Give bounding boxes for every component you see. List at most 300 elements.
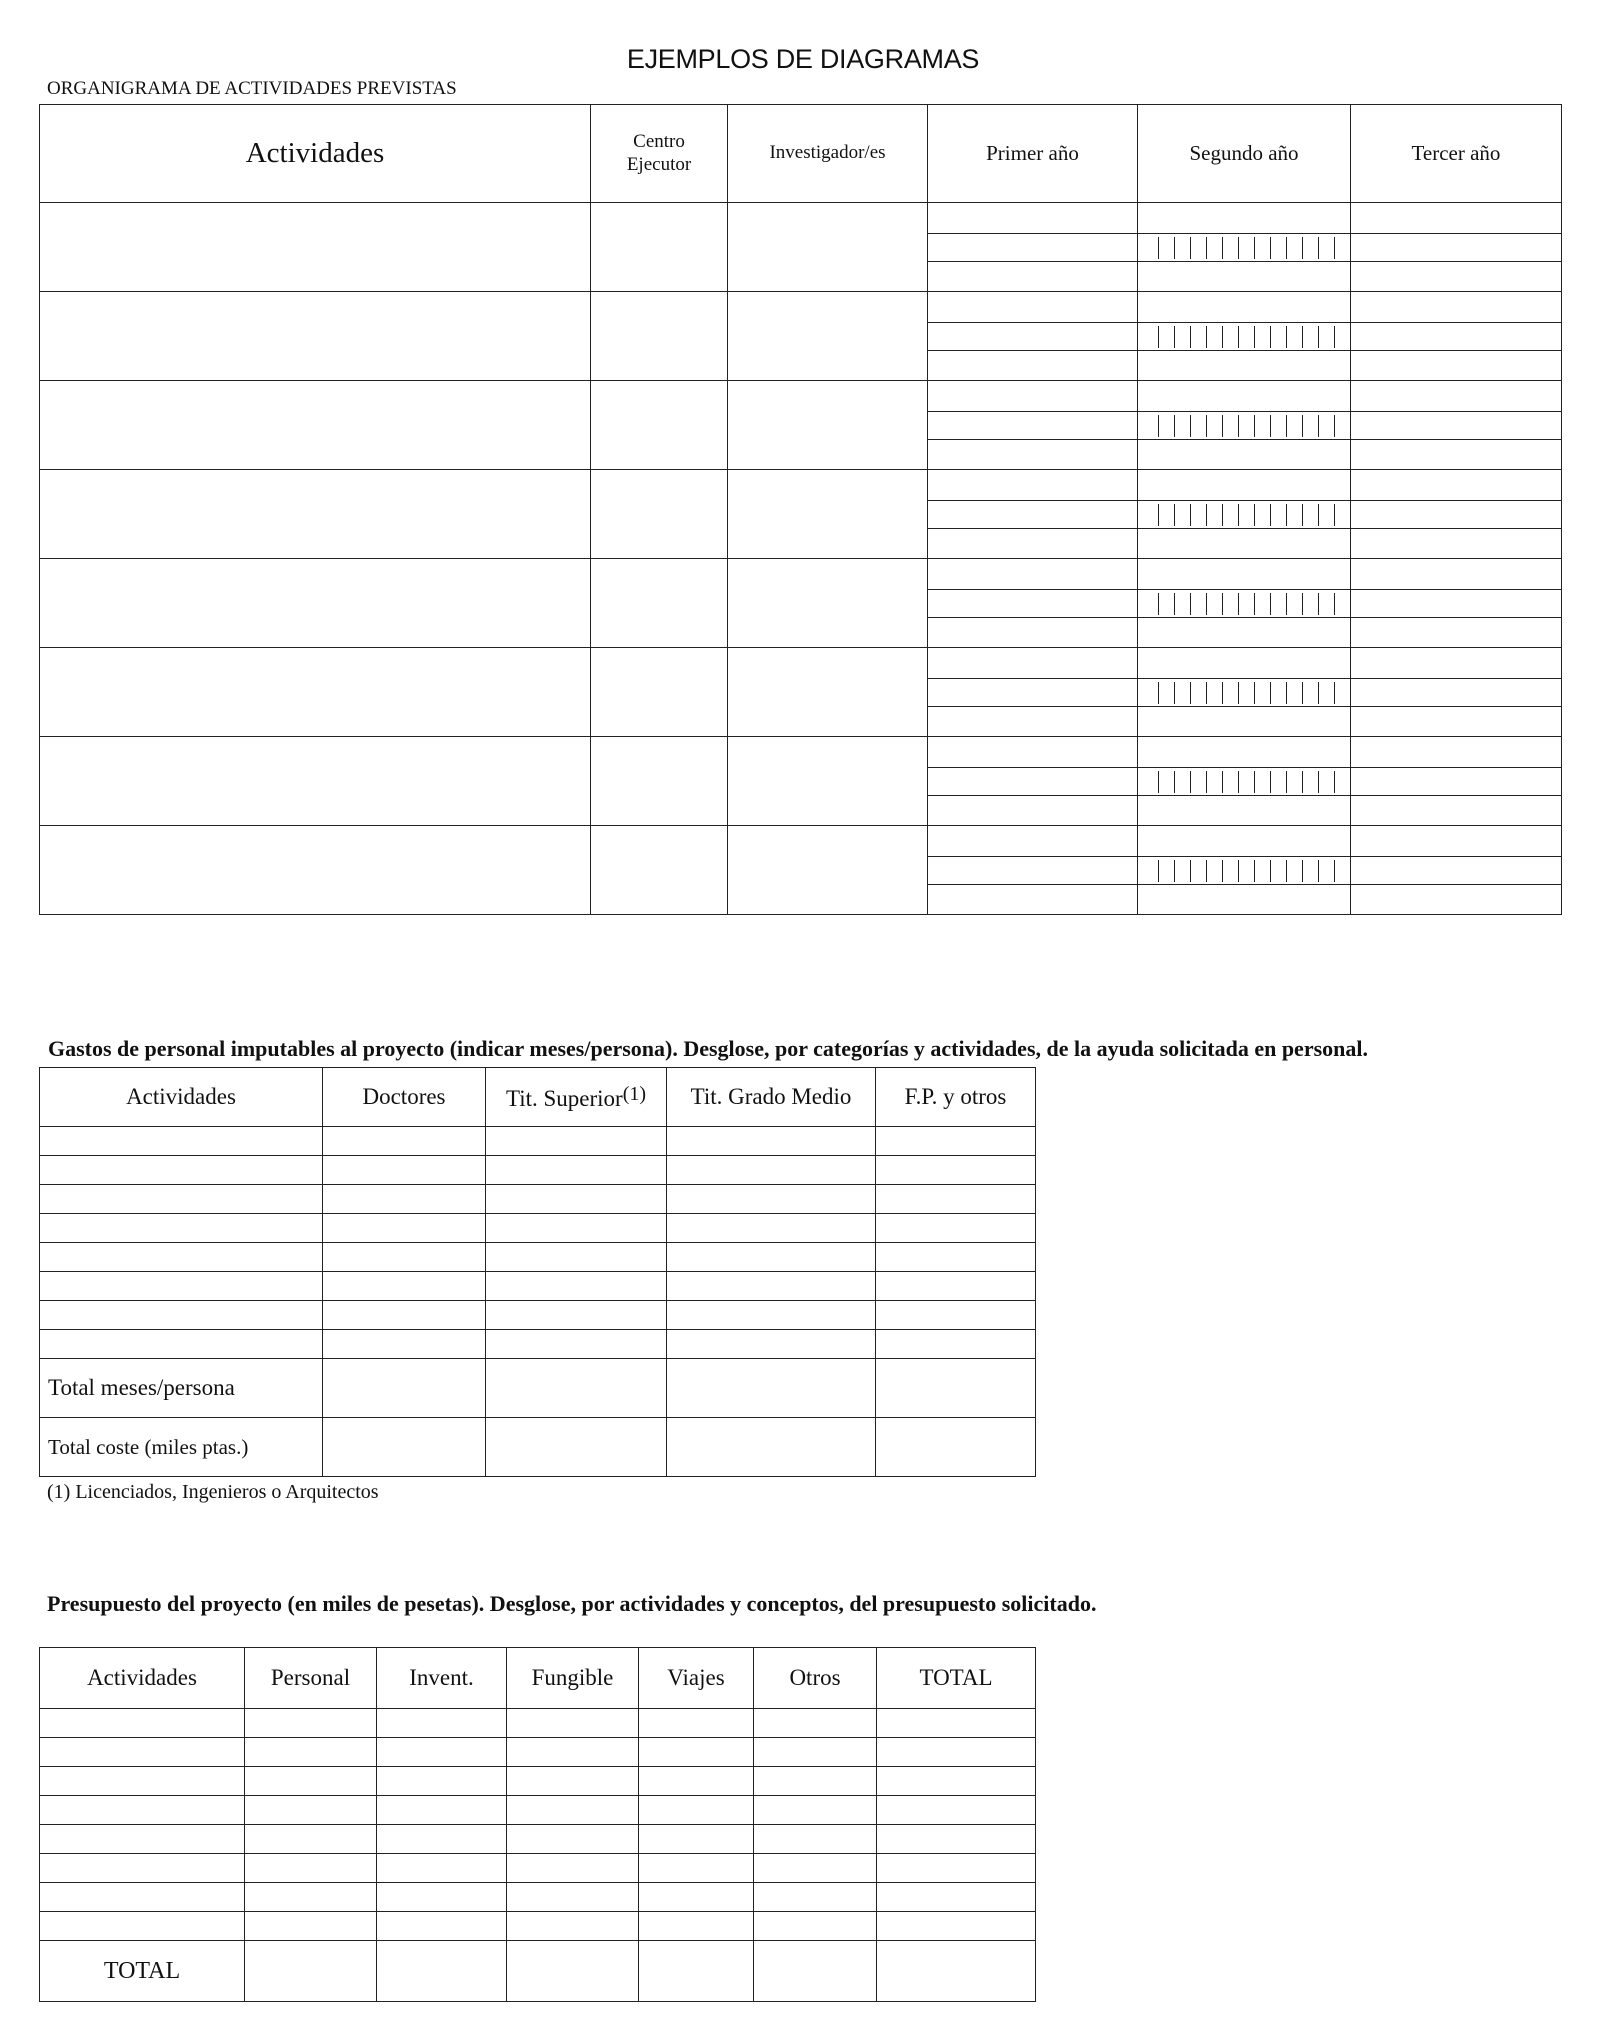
total-months-cell[interactable] bbox=[876, 1359, 1036, 1418]
month-tick bbox=[1206, 237, 1207, 259]
presupuesto-cell[interactable] bbox=[245, 1825, 377, 1854]
month-tick bbox=[1190, 415, 1191, 437]
month-tick bbox=[1286, 682, 1287, 704]
gastos-row bbox=[40, 1301, 1036, 1330]
month-tick bbox=[1238, 860, 1239, 882]
presupuesto-table bbox=[39, 1647, 1036, 2002]
presupuesto-cell[interactable] bbox=[877, 1854, 1036, 1883]
year-timeline-cell[interactable] bbox=[1138, 737, 1351, 826]
investigator-cell[interactable] bbox=[728, 559, 928, 648]
gastos-cell[interactable] bbox=[40, 1156, 323, 1185]
month-ticks bbox=[1138, 233, 1350, 261]
gastos-cell[interactable] bbox=[40, 1330, 323, 1359]
presupuesto-cell[interactable] bbox=[639, 1854, 754, 1883]
presupuesto-cell[interactable] bbox=[639, 1738, 754, 1767]
presupuesto-cell[interactable] bbox=[377, 1825, 507, 1854]
gastos-cell[interactable] bbox=[486, 1301, 667, 1330]
year-timeline-cell[interactable] bbox=[1138, 826, 1351, 915]
month-tick bbox=[1318, 860, 1319, 882]
presupuesto-cell[interactable] bbox=[377, 1709, 507, 1738]
gastos-cell[interactable] bbox=[323, 1243, 486, 1272]
month-tick bbox=[1286, 237, 1287, 259]
year-timeline-cell[interactable] bbox=[928, 203, 1138, 292]
presupuesto-cell[interactable] bbox=[40, 1912, 245, 1941]
header-year-2: Segundo año bbox=[1138, 105, 1351, 203]
timeline-rule bbox=[1351, 884, 1561, 885]
presupuesto-cell[interactable] bbox=[754, 1854, 877, 1883]
total-months-cell[interactable] bbox=[667, 1359, 876, 1418]
month-tick bbox=[1286, 593, 1287, 615]
centro-cell[interactable] bbox=[591, 648, 728, 737]
gastos-cell[interactable] bbox=[40, 1127, 323, 1156]
year-timeline-cell[interactable] bbox=[1138, 559, 1351, 648]
gastos-cell[interactable] bbox=[667, 1185, 876, 1214]
timeline-rule bbox=[1351, 795, 1561, 796]
total-cost-cell[interactable] bbox=[323, 1418, 486, 1477]
month-tick bbox=[1254, 237, 1255, 259]
presu-total-cell[interactable] bbox=[639, 1941, 754, 2002]
presupuesto-cell[interactable] bbox=[377, 1912, 507, 1941]
gastos-row bbox=[40, 1185, 1036, 1214]
presu-header-activities: Actividades bbox=[40, 1648, 245, 1709]
gastos-cell[interactable] bbox=[667, 1156, 876, 1185]
gastos-row bbox=[40, 1272, 1036, 1301]
gastos-cell[interactable] bbox=[40, 1272, 323, 1301]
presupuesto-cell[interactable] bbox=[40, 1883, 245, 1912]
presupuesto-cell[interactable] bbox=[377, 1883, 507, 1912]
gastos-cell[interactable] bbox=[876, 1272, 1036, 1301]
activity-cell[interactable] bbox=[40, 737, 591, 826]
month-tick bbox=[1318, 771, 1319, 793]
presu-header-fungible: Fungible bbox=[507, 1648, 639, 1709]
presupuesto-cell[interactable] bbox=[754, 1738, 877, 1767]
month-tick bbox=[1174, 415, 1175, 437]
month-ticks bbox=[1138, 767, 1350, 795]
presu-total-cell[interactable] bbox=[507, 1941, 639, 2002]
month-tick bbox=[1302, 860, 1303, 882]
year-timeline-cell[interactable] bbox=[1138, 470, 1351, 559]
presupuesto-cell[interactable] bbox=[507, 1854, 639, 1883]
timeline-rule bbox=[928, 528, 1137, 529]
year-timeline-cell[interactable] bbox=[928, 826, 1138, 915]
month-tick bbox=[1270, 504, 1271, 526]
month-tick bbox=[1238, 593, 1239, 615]
total-months-cell[interactable] bbox=[323, 1359, 486, 1418]
month-ticks bbox=[1351, 856, 1561, 884]
month-tick bbox=[1270, 860, 1271, 882]
activity-cell[interactable] bbox=[40, 292, 591, 381]
presupuesto-cell[interactable] bbox=[40, 1825, 245, 1854]
month-tick bbox=[1174, 682, 1175, 704]
timeline-rule bbox=[1138, 617, 1350, 618]
month-ticks bbox=[928, 678, 1137, 706]
total-cost-cell[interactable] bbox=[667, 1418, 876, 1477]
timeline-rule bbox=[1351, 617, 1561, 618]
month-tick bbox=[1206, 415, 1207, 437]
investigator-cell[interactable] bbox=[728, 470, 928, 559]
gastos-cell[interactable] bbox=[667, 1127, 876, 1156]
year-timeline-cell[interactable] bbox=[1351, 737, 1562, 826]
year-timeline-cell[interactable] bbox=[1138, 381, 1351, 470]
gastos-cell[interactable] bbox=[876, 1185, 1036, 1214]
timeline-rule bbox=[1138, 706, 1350, 707]
presupuesto-cell[interactable] bbox=[245, 1796, 377, 1825]
gastos-cell[interactable] bbox=[323, 1330, 486, 1359]
month-tick bbox=[1190, 504, 1191, 526]
timeline-rule bbox=[1351, 350, 1561, 351]
month-ticks bbox=[928, 411, 1137, 439]
year-timeline-cell[interactable] bbox=[1351, 648, 1562, 737]
activity-cell[interactable] bbox=[40, 470, 591, 559]
month-tick bbox=[1254, 504, 1255, 526]
month-tick bbox=[1174, 771, 1175, 793]
month-tick bbox=[1206, 860, 1207, 882]
presupuesto-cell[interactable] bbox=[245, 1912, 377, 1941]
presupuesto-cell[interactable] bbox=[507, 1883, 639, 1912]
year-timeline-cell[interactable] bbox=[1351, 559, 1562, 648]
presupuesto-cell[interactable] bbox=[754, 1912, 877, 1941]
month-ticks bbox=[928, 589, 1137, 617]
presu-total-label: TOTAL bbox=[40, 1941, 245, 2002]
presupuesto-cell[interactable] bbox=[245, 1709, 377, 1738]
gastos-total-months-row bbox=[40, 1359, 1036, 1418]
gastos-row bbox=[40, 1243, 1036, 1272]
presupuesto-cell[interactable] bbox=[754, 1883, 877, 1912]
month-tick bbox=[1190, 593, 1191, 615]
gastos-cell[interactable] bbox=[486, 1127, 667, 1156]
month-tick bbox=[1190, 682, 1191, 704]
presupuesto-total-row bbox=[40, 1941, 1036, 2002]
month-tick bbox=[1334, 415, 1335, 437]
gastos-cell[interactable] bbox=[40, 1301, 323, 1330]
gastos-cell[interactable] bbox=[323, 1185, 486, 1214]
presupuesto-row bbox=[40, 1912, 1036, 1941]
gastos-header-tit-grado-medio: Tit. Grado Medio bbox=[667, 1068, 876, 1127]
gastos-cell[interactable] bbox=[667, 1272, 876, 1301]
presupuesto-row bbox=[40, 1709, 1036, 1738]
month-tick bbox=[1334, 326, 1335, 348]
month-tick bbox=[1270, 682, 1271, 704]
activity-cell[interactable] bbox=[40, 826, 591, 915]
month-tick bbox=[1222, 415, 1223, 437]
timeline-rule bbox=[1138, 350, 1350, 351]
presupuesto-cell[interactable] bbox=[507, 1767, 639, 1796]
presupuesto-cell[interactable] bbox=[507, 1796, 639, 1825]
month-tick bbox=[1318, 593, 1319, 615]
presupuesto-cell[interactable] bbox=[507, 1825, 639, 1854]
gastos-cell[interactable] bbox=[876, 1243, 1036, 1272]
month-tick bbox=[1238, 682, 1239, 704]
timeline-rule bbox=[1138, 439, 1350, 440]
gastos-cell[interactable] bbox=[667, 1301, 876, 1330]
month-tick bbox=[1206, 593, 1207, 615]
gastos-cell[interactable] bbox=[323, 1301, 486, 1330]
activity-cell[interactable] bbox=[40, 648, 591, 737]
presu-total-cell[interactable] bbox=[754, 1941, 877, 2002]
presupuesto-cell[interactable] bbox=[754, 1796, 877, 1825]
month-tick bbox=[1206, 504, 1207, 526]
gastos-cell[interactable] bbox=[876, 1301, 1036, 1330]
month-tick bbox=[1318, 415, 1319, 437]
total-cost-label: Total coste (miles ptas.) bbox=[40, 1418, 323, 1477]
presupuesto-cell[interactable] bbox=[639, 1883, 754, 1912]
month-tick bbox=[1174, 860, 1175, 882]
month-tick bbox=[1158, 593, 1159, 615]
presupuesto-cell[interactable] bbox=[639, 1796, 754, 1825]
gastos-cell[interactable] bbox=[667, 1243, 876, 1272]
presu-total-cell[interactable] bbox=[877, 1941, 1036, 2002]
investigator-cell[interactable] bbox=[728, 648, 928, 737]
month-tick bbox=[1174, 326, 1175, 348]
presupuesto-row bbox=[40, 1738, 1036, 1767]
month-tick bbox=[1206, 326, 1207, 348]
gastos-total-cost-row bbox=[40, 1418, 1036, 1477]
month-tick bbox=[1222, 326, 1223, 348]
gastos-cell[interactable] bbox=[486, 1272, 667, 1301]
month-tick bbox=[1286, 860, 1287, 882]
header-centro-ejecutor bbox=[591, 105, 728, 203]
month-tick bbox=[1302, 771, 1303, 793]
year-timeline-cell[interactable] bbox=[1138, 648, 1351, 737]
investigator-cell[interactable] bbox=[728, 826, 928, 915]
month-tick bbox=[1334, 504, 1335, 526]
presupuesto-cell[interactable] bbox=[40, 1767, 245, 1796]
centro-cell[interactable] bbox=[591, 381, 728, 470]
presupuesto-cell[interactable] bbox=[877, 1796, 1036, 1825]
year-timeline-cell[interactable] bbox=[1351, 470, 1562, 559]
centro-cell[interactable] bbox=[591, 826, 728, 915]
month-tick bbox=[1318, 326, 1319, 348]
gastos-cell[interactable] bbox=[486, 1156, 667, 1185]
gastos-cell[interactable] bbox=[876, 1127, 1036, 1156]
month-tick bbox=[1190, 771, 1191, 793]
year-timeline-cell[interactable] bbox=[1351, 381, 1562, 470]
presupuesto-cell[interactable] bbox=[377, 1854, 507, 1883]
investigator-cell[interactable] bbox=[728, 203, 928, 292]
org-chart-row bbox=[40, 470, 1562, 559]
year-timeline-cell[interactable] bbox=[928, 648, 1138, 737]
month-tick bbox=[1254, 860, 1255, 882]
month-ticks bbox=[928, 322, 1137, 350]
year-timeline-cell[interactable] bbox=[1138, 292, 1351, 381]
header-year-1: Primer año bbox=[928, 105, 1138, 203]
presupuesto-cell[interactable] bbox=[507, 1912, 639, 1941]
presu-header-viajes: Viajes bbox=[639, 1648, 754, 1709]
total-cost-cell[interactable] bbox=[486, 1418, 667, 1477]
presupuesto-cell[interactable] bbox=[40, 1854, 245, 1883]
month-tick bbox=[1270, 593, 1271, 615]
header-investigators: Investigador/es bbox=[728, 105, 928, 203]
gastos-cell[interactable] bbox=[667, 1330, 876, 1359]
month-tick bbox=[1158, 682, 1159, 704]
gastos-cell[interactable] bbox=[486, 1214, 667, 1243]
gastos-cell[interactable] bbox=[667, 1214, 876, 1243]
gastos-cell[interactable] bbox=[323, 1127, 486, 1156]
year-timeline-cell[interactable] bbox=[1351, 203, 1562, 292]
presupuesto-header-row bbox=[40, 1648, 1036, 1709]
centro-cell[interactable] bbox=[591, 292, 728, 381]
presupuesto-cell[interactable] bbox=[639, 1767, 754, 1796]
month-tick bbox=[1222, 771, 1223, 793]
presupuesto-cell[interactable] bbox=[877, 1912, 1036, 1941]
month-ticks bbox=[928, 767, 1137, 795]
presupuesto-row bbox=[40, 1854, 1036, 1883]
gastos-row bbox=[40, 1330, 1036, 1359]
presupuesto-cell[interactable] bbox=[639, 1912, 754, 1941]
gastos-cell[interactable] bbox=[40, 1243, 323, 1272]
presupuesto-cell[interactable] bbox=[40, 1738, 245, 1767]
presupuesto-cell[interactable] bbox=[377, 1796, 507, 1825]
month-tick bbox=[1158, 326, 1159, 348]
activity-cell[interactable] bbox=[40, 203, 591, 292]
presupuesto-cell[interactable] bbox=[245, 1738, 377, 1767]
activity-cell[interactable] bbox=[40, 559, 591, 648]
investigator-cell[interactable] bbox=[728, 737, 928, 826]
month-tick bbox=[1302, 504, 1303, 526]
month-tick bbox=[1302, 326, 1303, 348]
year-timeline-cell[interactable] bbox=[1138, 203, 1351, 292]
total-months-label: Total meses/persona bbox=[40, 1359, 323, 1418]
centro-cell[interactable] bbox=[591, 470, 728, 559]
month-tick bbox=[1286, 504, 1287, 526]
gastos-cell[interactable] bbox=[323, 1156, 486, 1185]
month-tick bbox=[1222, 237, 1223, 259]
gastos-cell[interactable] bbox=[876, 1156, 1036, 1185]
timeline-rule bbox=[1351, 439, 1561, 440]
month-tick bbox=[1254, 415, 1255, 437]
presupuesto-cell[interactable] bbox=[639, 1825, 754, 1854]
month-tick bbox=[1254, 682, 1255, 704]
tit-superior-label: Tit. Superior bbox=[505, 1085, 623, 1111]
month-ticks bbox=[1138, 589, 1350, 617]
timeline-rule bbox=[1138, 528, 1350, 529]
org-chart-row bbox=[40, 826, 1562, 915]
activity-cell[interactable] bbox=[40, 381, 591, 470]
total-cost-cell[interactable] bbox=[876, 1418, 1036, 1477]
presupuesto-cell[interactable] bbox=[639, 1709, 754, 1738]
year-timeline-cell[interactable] bbox=[928, 381, 1138, 470]
month-tick bbox=[1302, 415, 1303, 437]
year-timeline-cell[interactable] bbox=[928, 559, 1138, 648]
month-ticks bbox=[1138, 678, 1350, 706]
org-chart-row bbox=[40, 737, 1562, 826]
month-ticks bbox=[1138, 411, 1350, 439]
presupuesto-cell[interactable] bbox=[754, 1825, 877, 1854]
header-year-3: Tercer año bbox=[1351, 105, 1562, 203]
presupuesto-row bbox=[40, 1825, 1036, 1854]
month-ticks bbox=[1351, 767, 1561, 795]
presupuesto-cell[interactable] bbox=[507, 1709, 639, 1738]
presupuesto-cell[interactable] bbox=[877, 1767, 1036, 1796]
month-tick bbox=[1238, 415, 1239, 437]
month-ticks bbox=[1138, 856, 1350, 884]
gastos-cell[interactable] bbox=[486, 1185, 667, 1214]
presupuesto-row bbox=[40, 1767, 1036, 1796]
month-tick bbox=[1334, 237, 1335, 259]
presupuesto-cell[interactable] bbox=[754, 1767, 877, 1796]
month-tick bbox=[1174, 504, 1175, 526]
month-tick bbox=[1270, 237, 1271, 259]
org-chart-table bbox=[39, 104, 1562, 915]
gastos-cell[interactable] bbox=[876, 1214, 1036, 1243]
month-tick bbox=[1174, 593, 1175, 615]
year-timeline-cell[interactable] bbox=[928, 470, 1138, 559]
month-tick bbox=[1318, 682, 1319, 704]
presupuesto-cell[interactable] bbox=[40, 1709, 245, 1738]
presupuesto-cell[interactable] bbox=[245, 1854, 377, 1883]
year-timeline-cell[interactable] bbox=[1351, 292, 1562, 381]
month-tick bbox=[1174, 237, 1175, 259]
gastos-header-activities: Actividades bbox=[40, 1068, 323, 1127]
timeline-rule bbox=[1351, 706, 1561, 707]
year-timeline-cell[interactable] bbox=[1351, 826, 1562, 915]
gastos-cell[interactable] bbox=[40, 1185, 323, 1214]
timeline-rule bbox=[928, 350, 1137, 351]
presupuesto-cell[interactable] bbox=[877, 1709, 1036, 1738]
gastos-row bbox=[40, 1214, 1036, 1243]
presupuesto-cell[interactable] bbox=[377, 1738, 507, 1767]
timeline-rule bbox=[928, 706, 1137, 707]
month-tick bbox=[1254, 326, 1255, 348]
gastos-header-tit-superior bbox=[486, 1068, 667, 1127]
gastos-cell[interactable] bbox=[486, 1330, 667, 1359]
month-tick bbox=[1302, 593, 1303, 615]
timeline-rule bbox=[1138, 261, 1350, 262]
org-chart-row bbox=[40, 559, 1562, 648]
gastos-cell[interactable] bbox=[323, 1214, 486, 1243]
investigator-cell[interactable] bbox=[728, 381, 928, 470]
presupuesto-cell[interactable] bbox=[40, 1796, 245, 1825]
month-tick bbox=[1286, 771, 1287, 793]
month-ticks bbox=[928, 500, 1137, 528]
investigator-cell[interactable] bbox=[728, 292, 928, 381]
presupuesto-cell[interactable] bbox=[377, 1767, 507, 1796]
month-tick bbox=[1334, 593, 1335, 615]
presupuesto-cell[interactable] bbox=[245, 1883, 377, 1912]
month-tick bbox=[1222, 860, 1223, 882]
presupuesto-cell[interactable] bbox=[877, 1738, 1036, 1767]
gastos-cell[interactable] bbox=[876, 1330, 1036, 1359]
year-timeline-cell[interactable] bbox=[928, 292, 1138, 381]
centro-cell[interactable] bbox=[591, 203, 728, 292]
year-timeline-cell[interactable] bbox=[928, 737, 1138, 826]
gastos-cell[interactable] bbox=[486, 1243, 667, 1272]
presupuesto-cell[interactable] bbox=[877, 1883, 1036, 1912]
presupuesto-heading: Presupuesto del proyecto (en miles de pesetas). Desglose, por actividades y conceptos, del presupuesto solicitado. bbox=[47, 1591, 1097, 1616]
total-months-cell[interactable] bbox=[486, 1359, 667, 1418]
header-centro-line2: Ejecutor bbox=[626, 153, 692, 175]
timeline-rule bbox=[928, 261, 1137, 262]
presu-total-cell[interactable] bbox=[245, 1941, 377, 2002]
centro-cell[interactable] bbox=[591, 737, 728, 826]
presu-header-invent: Invent. bbox=[377, 1648, 507, 1709]
month-ticks bbox=[1351, 678, 1561, 706]
centro-cell[interactable] bbox=[591, 559, 728, 648]
presupuesto-cell[interactable] bbox=[877, 1825, 1036, 1854]
gastos-cell[interactable] bbox=[323, 1272, 486, 1301]
gastos-header-doctores: Doctores bbox=[323, 1068, 486, 1127]
presupuesto-cell[interactable] bbox=[245, 1767, 377, 1796]
gastos-cell[interactable] bbox=[40, 1214, 323, 1243]
month-ticks bbox=[1351, 411, 1561, 439]
month-tick bbox=[1190, 326, 1191, 348]
month-tick bbox=[1190, 860, 1191, 882]
presupuesto-cell[interactable] bbox=[754, 1709, 877, 1738]
presu-total-cell[interactable] bbox=[377, 1941, 507, 2002]
presupuesto-cell[interactable] bbox=[507, 1738, 639, 1767]
gastos-heading: Gastos de personal imputables al proyecto (indicar meses/persona). Desglose, por categorías y actividades, de la ayuda solicitada en personal. bbox=[48, 1036, 1368, 1061]
month-tick bbox=[1254, 593, 1255, 615]
